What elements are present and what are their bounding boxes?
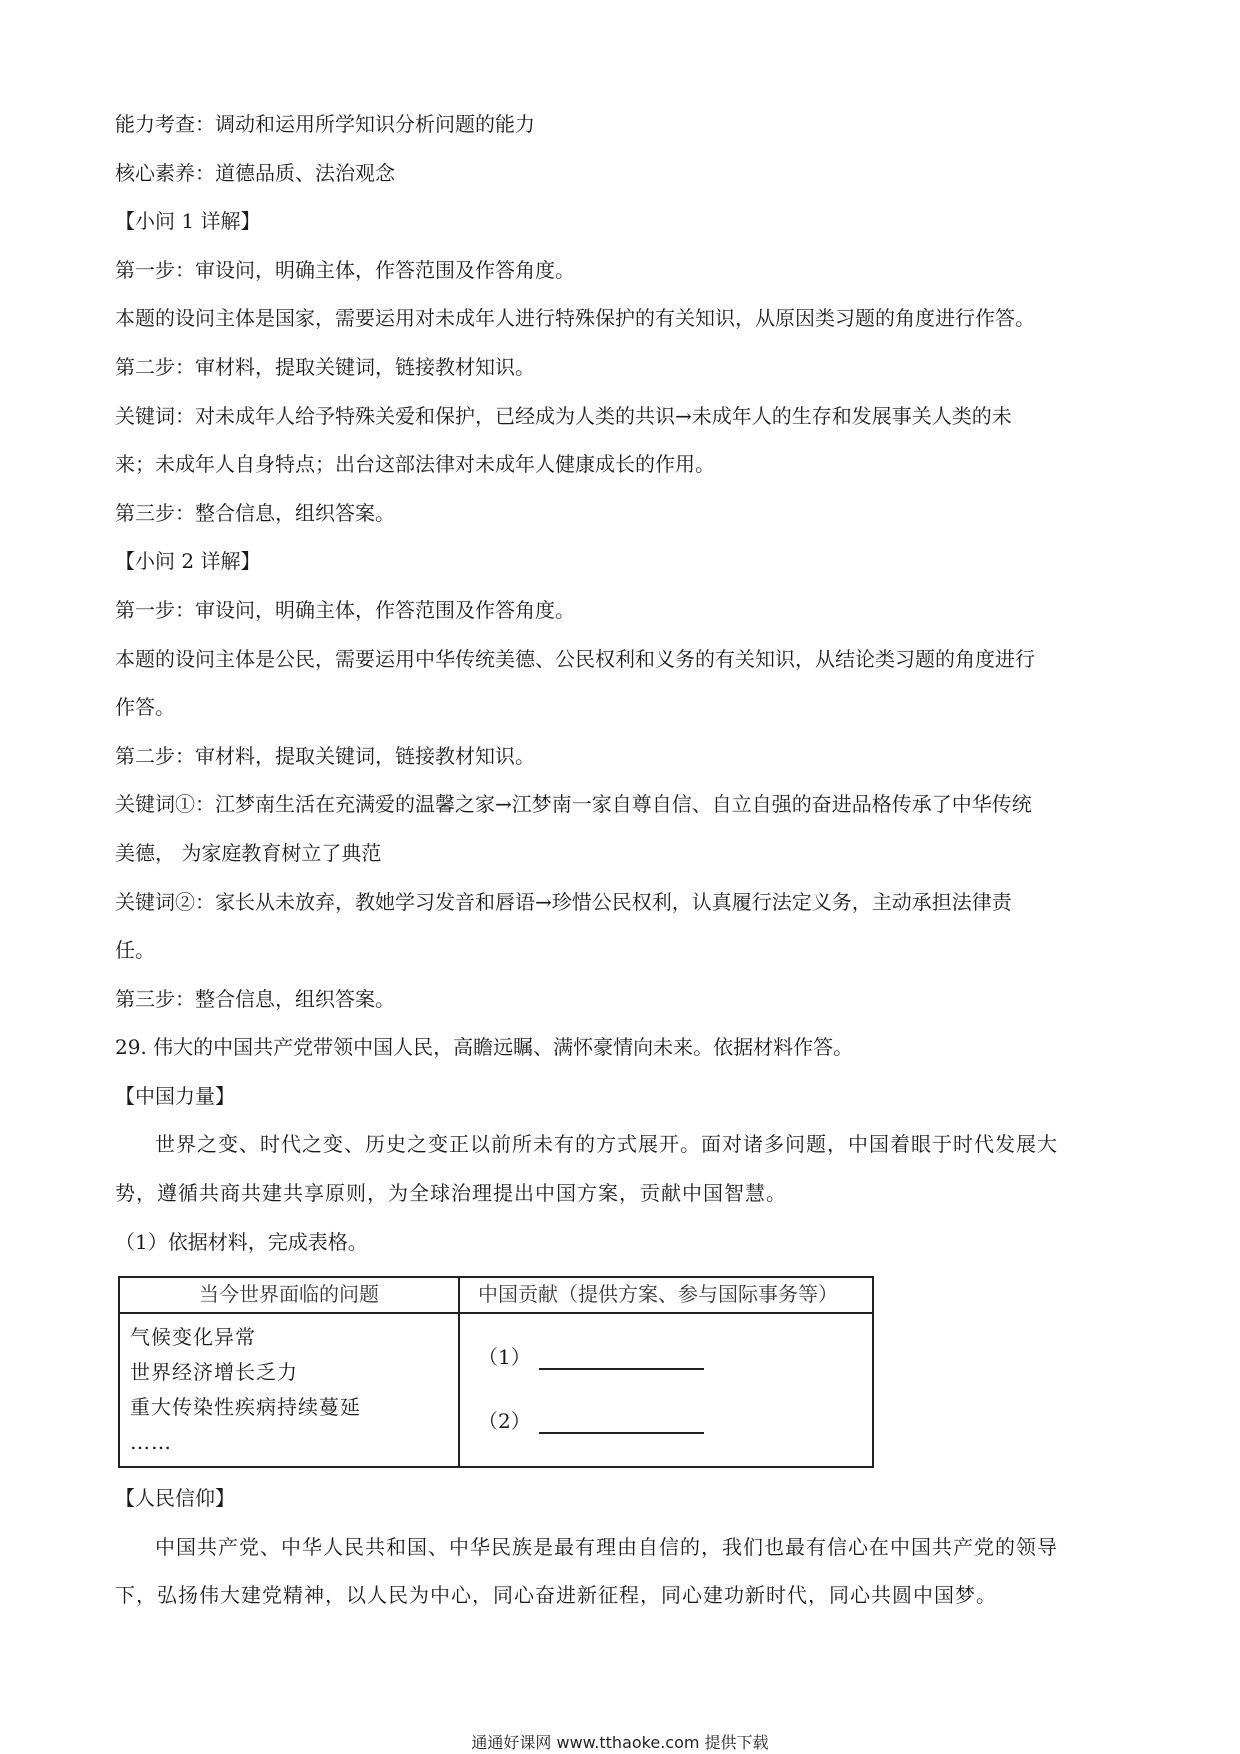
text-line: 第三步：整合信息，组织答案。 <box>115 500 395 525</box>
material-line: 中国共产党、中华人民共和国、中华民族是最有理由自信的，我们也最有信心在中国共产党的领导 <box>155 1534 1058 1559</box>
text-line: 第三步：整合信息，组织答案。 <box>115 986 395 1011</box>
problem-item: 气候变化异常 <box>130 1325 256 1350</box>
problem-item: 世界经济增长乏力 <box>130 1360 298 1385</box>
answer-blank-row <box>478 1388 854 1434</box>
section-heading: 【人民信仰】 <box>115 1486 235 1511</box>
text-line: 来；未成年人自身特点；出台这部法律对未成年人健康成长的作用。 <box>115 452 715 477</box>
text-line: 第一步：审设问，明确主体，作答范围及作答角度。 <box>115 597 575 622</box>
problem-item: …… <box>130 1430 172 1455</box>
answer-table <box>118 1276 874 1468</box>
answer-blank-line[interactable] <box>539 1410 704 1434</box>
text-line: 能力考查：调动和运用所学知识分析问题的能力 <box>115 112 535 136</box>
text-line: 美德， 为家庭教育树立了典范 <box>115 840 382 865</box>
material-line: 势，遵循共商共建共享原则，为全球治理提出中国方案，贡献中国智慧。 <box>115 1181 787 1206</box>
document-body <box>115 100 1125 1620</box>
sub-question-1: （1）依据材料，完成表格。 <box>115 1229 368 1254</box>
text-line: 任。 <box>115 938 155 963</box>
answer-blank-row <box>478 1324 854 1370</box>
text-line: 关键词①：江梦南生活在充满爱的温馨之家→江梦南一家自尊自信、自立自强的奋进品格传承了中华传统 <box>115 792 1032 817</box>
text-line: 本题的设问主体是公民，需要运用中华传统美德、公民权利和义务的有关知识，从结论类习题的角度进行 <box>115 646 1035 671</box>
text-line: 关键词②：家长从未放弃，教她学习发音和唇语→珍惜公民权利，认真履行法定义务，主动承担法律责 <box>115 889 1012 914</box>
table-header-contribution: 中国贡献（提供方案、参与国际事务等） <box>459 1277 873 1313</box>
section-heading: 【小问 2 详解】 <box>115 549 261 574</box>
text-line: 本题的设问主体是国家，需要运用对未成年人进行特殊保护的有关知识，从原因类习题的角度进行作答。 <box>115 306 1035 331</box>
material-line: 世界之变、时代之变、历史之变正以前所未有的方式展开。面对诸多问题，中国着眼于时代发展大 <box>155 1132 1058 1157</box>
footer-text: 通通好课网 www.tthaoke.com 提供下载 <box>471 1733 769 1752</box>
text-line: 关键词：对未成年人给予特殊关爱和保护，已经成为人类的共识→未成年人的生存和发展事关人类的未 <box>115 403 1012 428</box>
text-line: 核心素养：道德品质、法治观念 <box>115 160 395 185</box>
section-heading: 【小问 1 详解】 <box>115 209 261 234</box>
problem-item: 重大传染性疾病持续蔓延 <box>130 1395 361 1420</box>
blank-number: （1） <box>478 1345 531 1370</box>
text-line: 第二步：审材料，提取关键词，链接教材知识。 <box>115 743 535 768</box>
answer-blank-line[interactable] <box>539 1346 704 1370</box>
blank-number: （2） <box>478 1409 531 1434</box>
text-line: 作答。 <box>115 695 175 720</box>
text-line: 第一步：审设问，明确主体，作答范围及作答角度。 <box>115 257 575 282</box>
contribution-cell <box>459 1313 873 1467</box>
table-header-problems: 当今世界面临的问题 <box>119 1277 459 1313</box>
material-line: 下，弘扬伟大建党精神，以人民为中心，同心奋进新征程，同心建功新时代，同心共圆中国梦。 <box>115 1583 997 1608</box>
problems-cell <box>119 1313 459 1467</box>
question-29: 29. 伟大的中国共产党带领中国人民，高瞻远瞩、满怀豪情向未来。依据材料作答。 <box>115 1035 854 1060</box>
text-line: 第二步：审材料，提取关键词，链接教材知识。 <box>115 354 535 379</box>
section-heading: 【中国力量】 <box>115 1083 235 1108</box>
